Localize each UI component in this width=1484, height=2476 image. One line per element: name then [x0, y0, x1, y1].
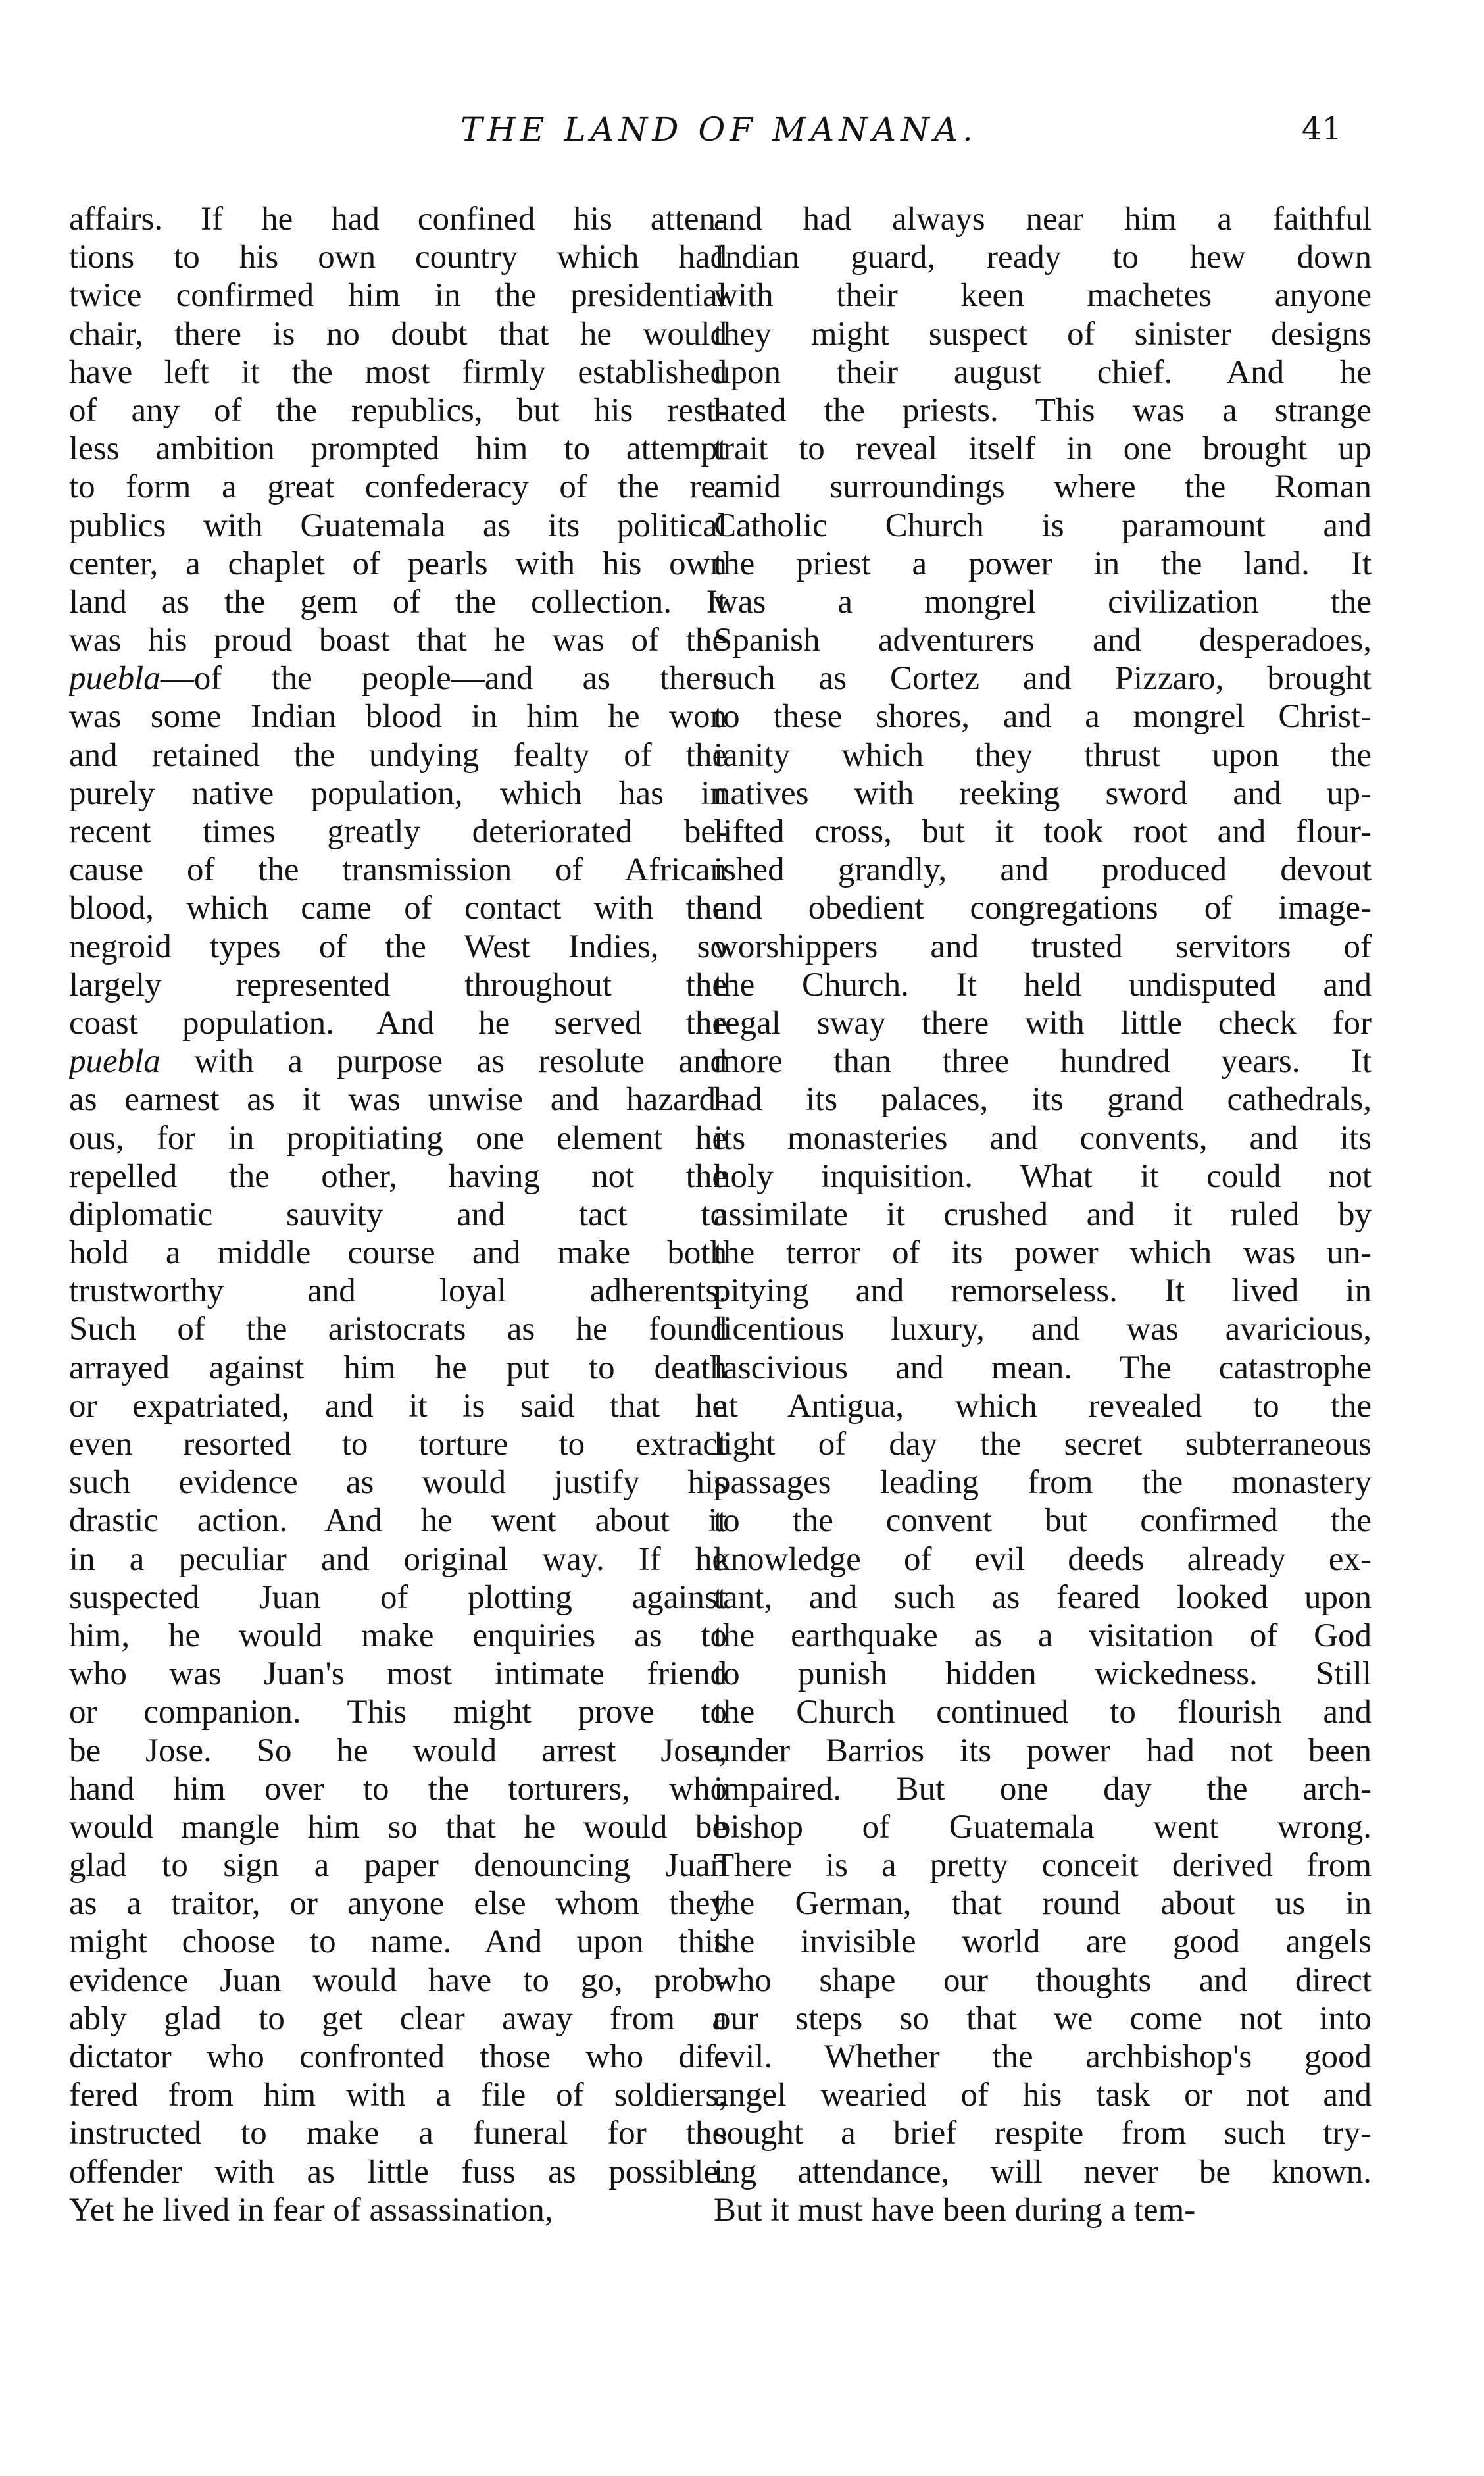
text-line: puebla with a purpose as resolute and [69, 1043, 727, 1080]
text-line: holy inquisition. What it could not [714, 1157, 1372, 1195]
text-line: passages leading from the monastery [714, 1464, 1372, 1502]
text-line: ianity which they thrust upon the [714, 736, 1372, 774]
text-line: as earnest as it was unwise and hazard- [69, 1081, 727, 1119]
text-line: have left it the most firmly established [69, 353, 727, 391]
text-line: angel wearied of his task or not and [714, 2077, 1372, 2114]
text-line: largely represented throughout the [69, 966, 727, 1003]
text-line: publics with Guatemala as its political [69, 507, 727, 544]
text-line: the Church. It held undisputed and [714, 966, 1372, 1003]
text-line: There is a pretty conceit derived from [714, 1847, 1372, 1884]
text-line: knowledge of evil deeds already ex- [714, 1540, 1372, 1578]
text-line: dictator who confronted those who dif- [69, 2038, 727, 2075]
text-line: such as Cortez and Pizzaro, brought [714, 660, 1372, 697]
text-line: upon their august chief. And he [714, 353, 1372, 391]
text-line: ished grandly, and produced devout [714, 851, 1372, 889]
text-line: arrayed against him he put to death [69, 1349, 727, 1386]
text-line: pitying and remorseless. It lived in [714, 1273, 1372, 1310]
text-line: who was Juan's most intimate friend [69, 1655, 727, 1693]
text-line: repelled the other, having not the [69, 1157, 727, 1195]
text-line: was some Indian blood in him he won [69, 698, 727, 736]
text-line: evil. Whether the archbishop's good [714, 2038, 1372, 2075]
text-column-right [714, 200, 1372, 2229]
text-column-left [69, 200, 727, 2229]
text-line: fered from him with a file of soldiers, [69, 2077, 727, 2114]
text-line: of any of the republics, but his rest- [69, 392, 727, 429]
page-header [197, 111, 1368, 163]
text-line: the German, that round about us in [714, 1885, 1372, 1923]
text-line: less ambition prompted him to attempt [69, 430, 727, 468]
text-line: impaired. But one day the arch- [714, 1770, 1372, 1807]
text-line: diplomatic sauvity and tact to [69, 1196, 727, 1233]
text-line: drastic action. And he went about it [69, 1502, 727, 1540]
text-line: to punish hidden wickedness. Still [714, 1655, 1372, 1693]
text-line: affairs. If he had confined his atten- [69, 201, 727, 238]
text-line: to these shores, and a mongrel Christ- [714, 698, 1372, 736]
text-line: our steps so that we come not into [714, 2000, 1372, 2037]
text-line: with their keen machetes anyone [714, 277, 1372, 315]
text-line: be Jose. So he would arrest Jose, [69, 1732, 727, 1769]
text-line: and retained the undying fealty of the [69, 736, 727, 774]
text-line: glad to sign a paper denouncing Juan [69, 1847, 727, 1884]
text-line: or companion. This might prove to [69, 1694, 727, 1731]
text-line: Indian guard, ready to hew down [714, 239, 1372, 276]
text-line: the priest a power in the land. It [714, 545, 1372, 582]
text-line: hold a middle course and make both [69, 1234, 727, 1272]
text-line: bishop of Guatemala went wrong. [714, 1808, 1372, 1846]
text-line: and obedient congregations of image- [714, 890, 1372, 927]
text-line: evidence Juan would have to go, prob- [69, 1961, 727, 1999]
text-line: puebla—of the people—and as there [69, 660, 727, 697]
text-line: center, a chaplet of pearls with his own [69, 545, 727, 582]
text-line: lascivious and mean. The catastrophe [714, 1349, 1372, 1386]
text-line: Yet he lived in fear of assassination, [69, 2191, 553, 2229]
text-line: regal sway there with little check for [714, 1004, 1372, 1042]
text-line: licentious luxury, and was avaricious, [714, 1311, 1372, 1348]
text-line: ably glad to get clear away from a [69, 2000, 727, 2037]
text-line: under Barrios its power had not been [714, 1732, 1372, 1769]
text-line: land as the gem of the collection. It [69, 583, 727, 620]
text-line: ing attendance, will never be known. [714, 2153, 1372, 2190]
text-line: Such of the aristocrats as he found [69, 1311, 727, 1348]
text-line: hand him over to the torturers, who [69, 1770, 727, 1807]
text-line: Spanish adventurers and desperadoes, [714, 622, 1372, 659]
text-line: offender with as little fuss as possible. [69, 2153, 727, 2190]
text-line: as a traitor, or anyone else whom they [69, 1885, 727, 1923]
text-line: might choose to name. And upon this [69, 1923, 727, 1961]
text-line: had its palaces, its grand cathedrals, [714, 1081, 1372, 1119]
text-line: But it must have been during a tem- [714, 2191, 1196, 2229]
text-line: coast population. And he served the [69, 1004, 727, 1042]
text-line: its monasteries and convents, and its [714, 1119, 1372, 1157]
text-line: the invisible world are good angels [714, 1923, 1372, 1961]
text-line: tant, and such as feared looked upon [714, 1579, 1372, 1616]
text-line: sought a brief respite from such try- [714, 2115, 1372, 2152]
text-line: twice confirmed him in the presidential [69, 277, 727, 315]
text-line: worshippers and trusted servitors of [714, 928, 1372, 965]
text-line: negroid types of the West Indies, so [69, 928, 727, 965]
text-line: more than three hundred years. It [714, 1043, 1372, 1080]
text-line: trustworthy and loyal adherents. [69, 1273, 727, 1310]
text-line: purely native population, which has in [69, 774, 727, 812]
text-line: light of day the secret subterraneous [714, 1426, 1372, 1463]
text-line: or expatriated, and it is said that he [69, 1387, 727, 1425]
text-line: they might suspect of sinister designs [714, 315, 1372, 353]
text-line: trait to reveal itself in one brought up [714, 430, 1372, 468]
text-line: recent times greatly deteriorated be- [69, 813, 727, 850]
text-line: the terror of its power which was un- [714, 1234, 1372, 1272]
text-line: to form a great confederacy of the re- [69, 468, 727, 506]
running-title: THE LAND OF MANANA. [460, 111, 977, 149]
text-line: assimilate it crushed and it ruled by [714, 1196, 1372, 1233]
text-line: at Antigua, which revealed to the [714, 1387, 1372, 1425]
page-number: 41 [1301, 111, 1342, 147]
text-line: amid surroundings where the Roman [714, 468, 1372, 506]
text-line: chair, there is no doubt that he would [69, 315, 727, 353]
text-line: would mangle him so that he would be [69, 1808, 727, 1846]
text-line: Catholic Church is paramount and [714, 507, 1372, 544]
text-line: the earthquake as a visitation of God [714, 1617, 1372, 1654]
text-line: lifted cross, but it took root and flour- [714, 813, 1372, 850]
text-line: blood, which came of contact with the [69, 890, 727, 927]
text-line: even resorted to torture to extract [69, 1426, 727, 1463]
text-line: was his proud boast that he was of the [69, 622, 727, 659]
text-line: natives with reeking sword and up- [714, 774, 1372, 812]
text-line: suspected Juan of plotting against [69, 1579, 727, 1616]
text-line: hated the priests. This was a strange [714, 392, 1372, 429]
text-line: such evidence as would justify his [69, 1464, 727, 1502]
text-line: cause of the transmission of African [69, 851, 727, 889]
text-line: him, he would make enquiries as to [69, 1617, 727, 1654]
text-line: to the convent but confirmed the [714, 1502, 1372, 1540]
text-line: and had always near him a faithful [714, 201, 1372, 238]
text-line: tions to his own country which had [69, 239, 727, 276]
text-line: instructed to make a funeral for the [69, 2115, 727, 2152]
text-line: was a mongrel civilization the [714, 583, 1372, 620]
text-line: in a peculiar and original way. If he [69, 1540, 727, 1578]
text-line: the Church continued to flourish and [714, 1694, 1372, 1731]
text-line: ous, for in propitiating one element he [69, 1119, 727, 1157]
text-line: who shape our thoughts and direct [714, 1961, 1372, 1999]
